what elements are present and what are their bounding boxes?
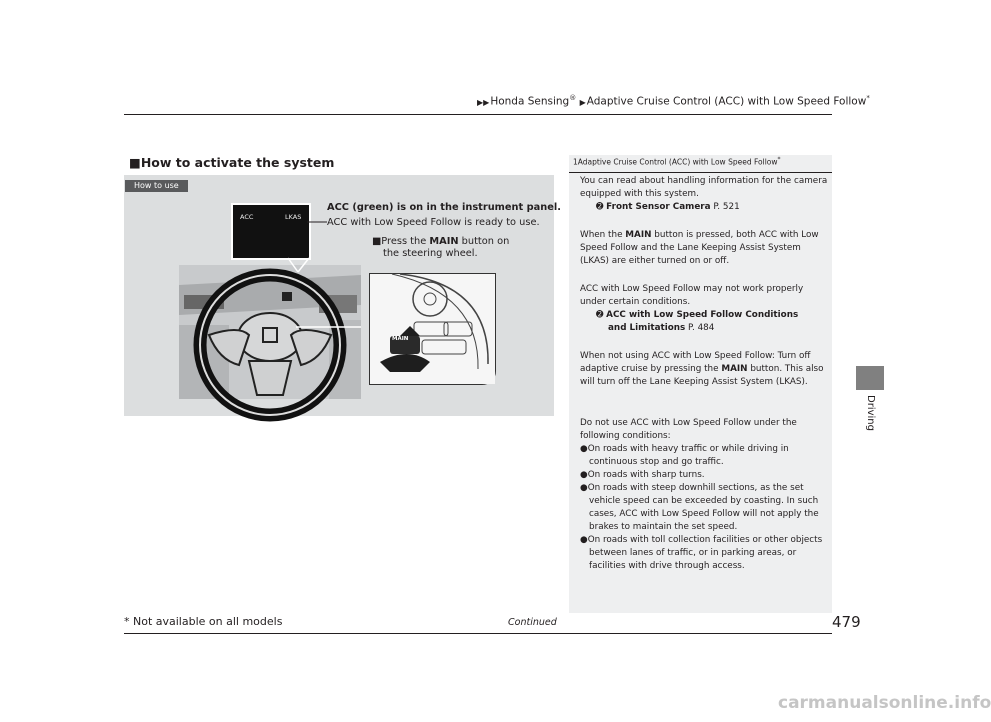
lkas-indicator: LKAS (285, 213, 302, 221)
note-text: button. This also will turn off the Lane Keeping Assist System (LKAS). (580, 364, 824, 387)
header-divider (124, 114, 832, 115)
acc-indicator: ACC (240, 213, 254, 221)
press-prefix: Press the (381, 236, 430, 247)
steering-wheel-illustration (179, 265, 361, 399)
notes-title-mark: * (777, 156, 781, 163)
cross-ref-link[interactable]: Front Sensor Camera (606, 202, 711, 212)
note-text: Do not use ACC with Low Speed Follow under the following conditions: (580, 418, 797, 441)
note-paragraph-4 (580, 350, 830, 389)
leader-lines (250, 214, 330, 274)
callout-bold-line: ACC (green) is on in the instrument panel. (327, 202, 561, 213)
section-heading (129, 155, 334, 170)
note-paragraph-1 (580, 175, 830, 214)
breadcrumb-item-honda-sensing: Honda Sensing (490, 95, 570, 108)
chapter-label-text: Driving (865, 395, 876, 431)
how-to-use-tag: How to use (125, 180, 188, 192)
registered-mark: ® (569, 94, 577, 102)
notes-title (573, 156, 781, 167)
bullet-item (580, 443, 830, 469)
cross-ref-icon: ➋ (596, 310, 607, 320)
main-button-label: MAIN (392, 336, 409, 342)
arrow-icon: ▶ (579, 97, 586, 107)
cross-ref-page: P. 484 (685, 323, 715, 333)
square-bullet-icon: ■ (372, 236, 382, 247)
note-paragraph-5 (580, 417, 830, 573)
footer-divider (124, 633, 832, 634)
breadcrumb (477, 94, 870, 108)
section-heading-text: How to activate the system (140, 155, 335, 170)
note-ref-icon: 1 (573, 157, 578, 167)
press-button-name: MAIN (429, 236, 459, 247)
bullet-text: On roads with heavy traffic or while driving in continuous stop and go traffic. (587, 444, 789, 467)
bullet-item (580, 469, 830, 482)
breadcrumb-item-acc: Adaptive Cruise Control (ACC) with Low Speed Follow (586, 95, 867, 108)
callout-line: ACC with Low Speed Follow is ready to use. (327, 217, 540, 228)
continued-label: Continued (508, 617, 557, 628)
press-line2: the steering wheel. (383, 248, 478, 259)
note-bold: MAIN (721, 364, 748, 374)
bullet-text: On roads with toll collection facilities or other objects between lanes of traffic, or in parking areas, or facilities with drive through access. (587, 535, 823, 571)
note-text: You can read about handling information for the camera equipped with this system. (580, 176, 828, 199)
note-text: button is pressed, both ACC with Low Speed Follow and the Lane Keeping Assist System (LKAS) are either turned on or off. (580, 230, 819, 266)
main-button-callout (372, 236, 509, 260)
notes-title-text: Adaptive Cruise Control (ACC) with Low Speed Follow (577, 157, 778, 167)
notes-title-divider (569, 172, 832, 173)
footnote: * Not available on all models (124, 615, 283, 628)
instrument-callout (327, 200, 561, 230)
note-bold: MAIN (625, 230, 652, 240)
double-arrow-icon: ▶▶ (477, 97, 490, 107)
cross-ref-page: P. 521 (710, 202, 740, 212)
cross-ref-icon: ➋ (596, 202, 607, 212)
chapter-tab-marker (856, 366, 884, 390)
press-suffix: button on (458, 236, 510, 247)
bullet-icon: ● (580, 444, 588, 454)
bullet-item (580, 534, 830, 573)
note-text: ACC with Low Speed Follow may not work properly under certain conditions. (580, 284, 804, 307)
square-bullet-icon: ■ (129, 155, 141, 170)
cross-ref-link[interactable]: ACC with Low Speed Follow Conditions (606, 310, 799, 320)
bullet-icon: ● (580, 483, 588, 493)
note-paragraph-2 (580, 229, 830, 268)
bullet-icon: ● (580, 470, 588, 480)
bullet-text: On roads with sharp turns. (587, 470, 705, 480)
asterisk-mark: * (866, 94, 870, 102)
page-number: 479 (832, 613, 861, 631)
watermark: carmanualsonline.info (778, 693, 991, 713)
note-text: When the (580, 230, 626, 240)
bullet-item (580, 482, 830, 534)
chapter-tab-label (852, 395, 888, 435)
bullet-text: On roads with steep downhill sections, as the set vehicle speed can be exceeded by coasting. In such cases, ACC with Low Speed Follow will not apply the brakes to maintain the set speed. (587, 483, 819, 532)
bullet-icon: ● (580, 535, 588, 545)
main-button-closeup (369, 273, 496, 385)
note-paragraph-3 (580, 283, 830, 335)
note-text: When not using ACC with Low Speed Follow: Turn off adaptive cruise by pressing the (580, 351, 811, 374)
cross-ref-link[interactable]: and Limitations (608, 323, 686, 333)
